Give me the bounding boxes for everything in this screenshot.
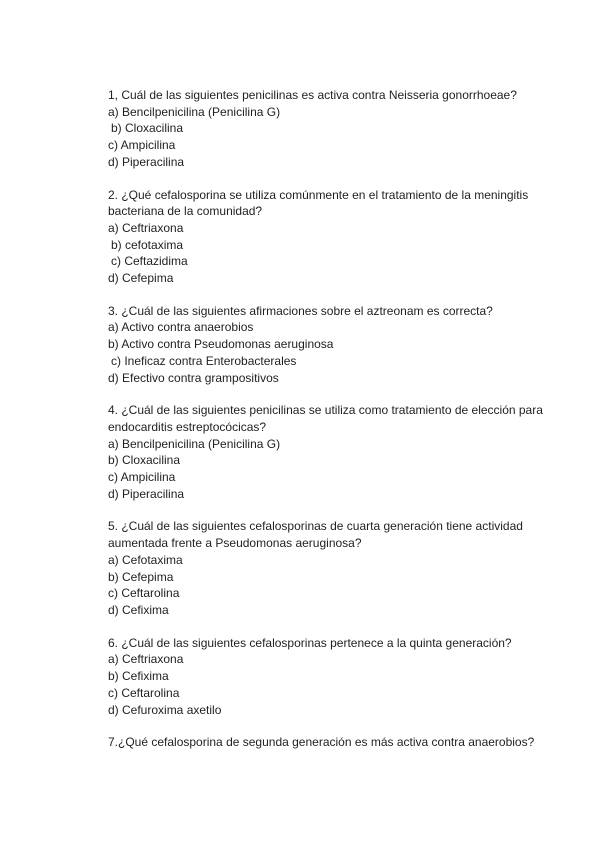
question-7 xyxy=(108,734,548,751)
option-b: b) Cefixima xyxy=(108,669,169,684)
option-c: c) Ceftarolina xyxy=(108,685,180,700)
option-b: b) cefotaxima xyxy=(111,237,184,252)
option-d: d) Piperacilina xyxy=(108,154,185,169)
question-1 xyxy=(108,87,548,171)
question-6 xyxy=(108,635,548,719)
option-a: a) Ceftriaxona xyxy=(108,652,184,667)
option-d: d) Piperacilina xyxy=(108,486,185,501)
question-list xyxy=(108,87,548,767)
option-a: a) Activo contra anaerobios xyxy=(108,320,254,335)
option-d: d) Cefixima xyxy=(108,602,169,617)
option-d: d) Cefuroxima axetilo xyxy=(108,702,222,717)
option-b: b) Cloxacilina xyxy=(111,121,184,136)
option-c: c) Ceftazidima xyxy=(111,254,188,269)
option-c: c) Ampicilina xyxy=(108,138,176,153)
question-text: 2. ¿Qué cefalosporina se utiliza comúnmente en el tratamiento de la meningitis bacteriana de la comunidad? xyxy=(108,187,529,219)
option-a: a) Cefotaxima xyxy=(108,552,183,567)
option-a: a) Bencilpenicilina (Penicilina G) xyxy=(108,104,281,119)
option-b: b) Cefepima xyxy=(108,569,174,584)
option-a: a) Bencilpenicilina (Penicilina G) xyxy=(108,436,281,451)
question-2 xyxy=(108,187,548,287)
option-b: b) Cloxacilina xyxy=(108,453,181,468)
question-4 xyxy=(108,402,548,502)
question-3 xyxy=(108,303,548,387)
option-c: c) Ineficaz contra Enterobacterales xyxy=(111,353,297,368)
question-text: 1, Cuál de las siguientes penicilinas es activa contra Neisseria gonorrhoeae? xyxy=(108,88,517,102)
question-text: 5. ¿Cuál de las siguientes cefalosporinas de cuarta generación tiene actividad aumentada frente a Pseudomonas aeruginosa? xyxy=(108,519,523,551)
question-text: 6. ¿Cuál de las siguientes cefalosporinas pertenece a la quinta generación? xyxy=(108,635,512,650)
option-d: d) Efectivo contra grampositivos xyxy=(108,370,279,385)
option-b: b) Activo contra Pseudomonas aeruginosa xyxy=(108,337,334,352)
question-text: 7.¿Qué cefalosporina de segunda generación es más activa contra anaerobios? xyxy=(108,735,535,750)
option-c: c) Ceftarolina xyxy=(108,586,180,601)
question-5 xyxy=(108,518,548,618)
option-a: a) Ceftriaxona xyxy=(108,220,184,235)
question-text: 3. ¿Cuál de las siguientes afirmaciones sobre el aztreonam es correcta? xyxy=(108,303,493,318)
question-text: 4. ¿Cuál de las siguientes penicilinas se utiliza como tratamiento de elección para endocarditis estreptocócicas? xyxy=(108,403,543,434)
option-c: c) Ampicilina xyxy=(108,470,176,485)
option-d: d) Cefepima xyxy=(108,271,174,286)
